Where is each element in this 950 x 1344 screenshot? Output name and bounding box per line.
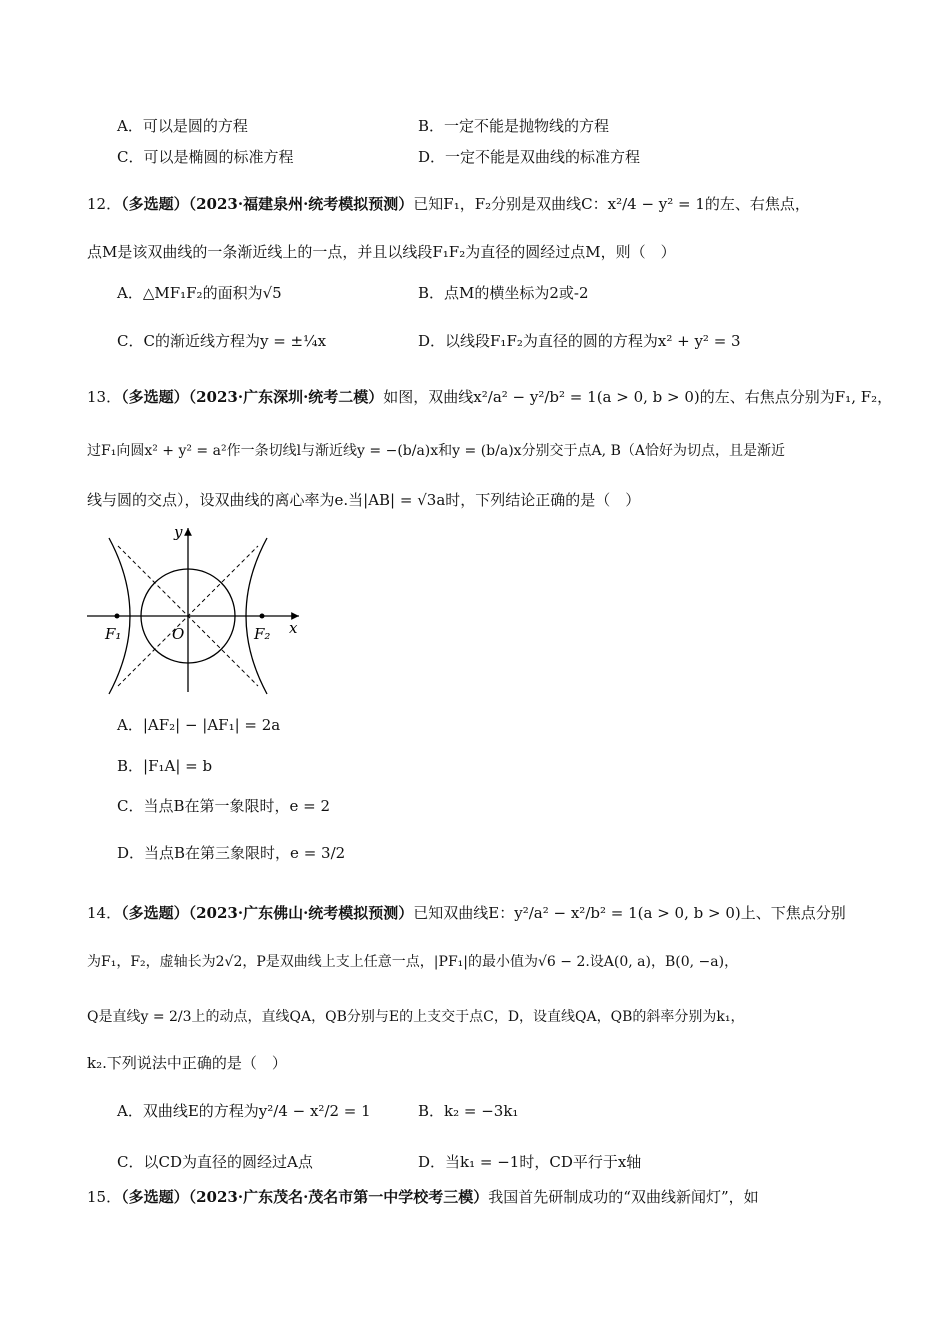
q11-option-d: D．一定不能是双曲线的标准方程: [418, 148, 641, 166]
q12-option-a: A．△MF₁F₂的面积为√5: [117, 284, 282, 302]
q11-option-c: C．可以是椭圆的标准方程: [117, 148, 294, 166]
q12-tag: （多选题）（2023·福建泉州·统考模拟预测）: [121, 195, 414, 213]
q14-option-c: C．以CD为直径的圆经过A点: [117, 1153, 313, 1171]
q13-tag: （多选题）（2023·广东深圳·统考二模）: [121, 388, 384, 406]
q13-option-a: A．|AF₂| − |AF₁| = 2a: [117, 716, 281, 734]
q13-stem-line3: 线与圆的交点），设双曲线的离心率为e.当|AB| = √3a时，下列结论正确的是（ ）: [87, 491, 641, 509]
q12-option-c: C．C的渐近线方程为y = ±¼x: [117, 332, 327, 350]
q12-option-b: B．点M的横坐标为2或-2: [418, 284, 589, 302]
q15-text-1: 我国首先研制成功的“双曲线新闻灯”，如: [488, 1188, 759, 1206]
q15-number: 15．: [87, 1188, 122, 1206]
label-y: y: [174, 523, 183, 541]
q12-number: 12．: [87, 195, 122, 213]
q11-option-a: A．可以是圆的方程: [117, 117, 248, 135]
q13-option-d: D．当点B在第三象限时，e = 3/2: [117, 844, 346, 862]
q11-option-b: B．一定不能是抛物线的方程: [418, 117, 610, 135]
q14-tag: （多选题）（2023·广东佛山·统考模拟预测）: [121, 904, 414, 922]
q13-option-c: C．当点B在第一象限时，e = 2: [117, 797, 331, 815]
q15-stem-line1: [87, 1186, 759, 1208]
hyperbola-figure: [85, 520, 315, 700]
q14-stem-line4: k₂.下列说法中正确的是（ ）: [87, 1054, 287, 1072]
label-x: x: [289, 619, 298, 637]
label-f2: F₂: [254, 625, 271, 643]
focus-f2: [260, 614, 265, 619]
q12-stem-line1: [87, 193, 810, 215]
q12-text-1: 已知F₁，F₂分别是双曲线C：x²/4 − y² = 1的左、右焦点，: [413, 195, 810, 213]
q13-text-1: 如图，双曲线x²/a² − y²/b² = 1(a > 0, b > 0)的左、右焦点分别为F₁, F₂，: [383, 388, 893, 406]
q14-stem-line2: 为F₁，F₂，虚轴长为2√2，P是双曲线上支上任意一点，|PF₁|的最小值为√6 − 2.设A(0, a)，B(0, −a)，: [87, 954, 739, 970]
q14-stem-line1: [87, 902, 846, 924]
focus-f1: [115, 614, 120, 619]
q14-option-a: A．双曲线E的方程为y²/4 − x²/2 = 1: [117, 1102, 371, 1120]
q14-stem-line3: Q是直线y = 2/3上的动点，直线QA，QB分别与E的上支交于点C，D，设直线QA，QB的斜率分别为k₁，: [87, 1009, 745, 1025]
q13-stem-line2: 过F₁向圆x² + y² = a²作一条切线l与渐近线y = −(b/a)x和y = (b/a)x分别交于点A, B（A恰好为切点，且是渐近: [87, 443, 785, 459]
q15-tag: （多选题）（2023·广东茂名·茂名市第一中学校考三模）: [121, 1188, 489, 1206]
q13-stem-line1: [87, 386, 892, 408]
q12-stem-line2: 点M是该双曲线的一条渐近线上的一点，并且以线段F₁F₂为直径的圆经过点M，则（ ）: [87, 243, 676, 261]
q12-option-d: D．以线段F₁F₂为直径的圆的方程为x² + y² = 3: [418, 332, 741, 350]
q14-number: 14．: [87, 904, 122, 922]
q14-text-1: 已知双曲线E：y²/a² − x²/b² = 1(a > 0, b > 0)上、下焦点分别: [413, 904, 846, 922]
label-o: O: [172, 625, 185, 643]
q14-option-b: B．k₂ = −3k₁: [418, 1102, 519, 1120]
q13-number: 13．: [87, 388, 122, 406]
q14-option-d: D．当k₁ = −1时，CD平行于x轴: [418, 1153, 642, 1171]
label-f1: F₁: [105, 625, 122, 643]
q13-option-b: B．|F₁A| = b: [117, 757, 213, 775]
